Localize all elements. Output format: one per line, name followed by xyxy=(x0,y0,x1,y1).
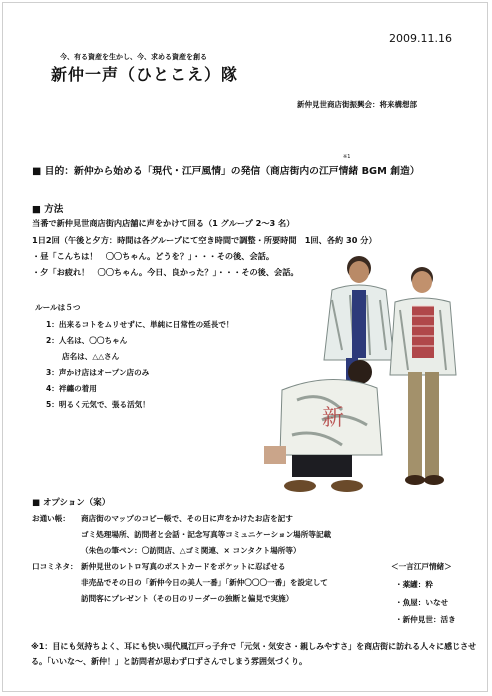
svg-text:新: 新 xyxy=(322,406,345,431)
method-line: ・夕「お疲れ！ 〇〇ちゃん。今日、良かった？」・・・その後、会話。 xyxy=(32,267,299,277)
rule-item: 3：声かけ店はオープン店のみ xyxy=(46,368,150,377)
standing-man-right xyxy=(390,267,456,485)
document-date: 2009.11.16 xyxy=(389,32,452,45)
rule-item: 5：明るく元気で、張る活気！ xyxy=(46,400,150,409)
rules-heading: ルールは５つ xyxy=(35,303,81,312)
tagline: 今、有る資産を生かし、今、求める資産を創る xyxy=(60,53,207,61)
edo-info-item: ・薬罐：粋 xyxy=(395,580,433,589)
rule-item: 4：袢纏の着用 xyxy=(46,384,97,393)
kuchikomi-line: 新仲見世のレトロ写真のポストカードをポケットに忍ばせる xyxy=(81,562,286,571)
page-title: 新仲一声（ひとこえ）隊 xyxy=(51,65,239,84)
rule-item: 2：人名は、〇〇ちゃん xyxy=(46,336,128,345)
footnote: ※1：目にも気持ちよく、耳にも快い現代風江戸っ子弁で「元気・気安さ・親しみやすさ」を商店街に訪れる人々に感じさせる。「いいな〜、新仲！」と訪問者が思わず口ずさんでしまう雰囲気づくり。 xyxy=(31,642,477,666)
rule-item: 1：出来るコトをムリせずに、単純に日常性の延長で！ xyxy=(46,320,234,329)
kayoi-line: ゴミ処理場所、訪問者と会話・記念写真等コミュニケーション場所等記載 xyxy=(81,530,332,539)
options-heading: ■ オプション（案） xyxy=(32,498,111,508)
kuchikomi-line: 訪問客にプレゼント（その日のリーダーの独断と偏見で実施） xyxy=(81,594,294,603)
kuchikomi-line: 非売品でその日の「新仲今日の美人一番」「新仲〇〇〇一番」を設定して xyxy=(81,578,328,587)
organization: 新仲見世商店街振興会：将来構想部 xyxy=(297,100,417,109)
edo-info-item: ・新仲見世：活き xyxy=(395,615,456,624)
kayoi-line: 商店街のマップのコピー帳で、その日に声をかけたお店を記す xyxy=(81,514,293,523)
edo-info-heading: ＜一言江戸情緒＞ xyxy=(391,562,452,571)
rule-item: 店名は、△△さん xyxy=(62,352,120,361)
method-line: 当番で新仲見世商店街内店舗に声をかけて回る（1 グループ 2〜3 名） xyxy=(32,218,295,228)
purpose-heading: ■ 目的：新仲から始める「現代・江戸風情」の発信（商店街内の江戸情緒 BGM 創造） xyxy=(32,166,420,177)
kayoi-line: （朱色の筆ペン：〇訪問店、△ゴミ関連、× コンタクト場所等） xyxy=(81,546,301,555)
note-mark: ※1 xyxy=(343,154,351,160)
group-photo xyxy=(262,250,467,498)
kayoi-label: お通い帳： xyxy=(32,514,70,523)
kuchikomi-label: 口コミネタ： xyxy=(32,562,78,571)
crouching-man xyxy=(264,360,382,492)
edo-info-item: ・魚屋：いなせ xyxy=(395,598,449,607)
method-heading: ■ 方法 xyxy=(32,204,64,215)
method-line: 1日2回（午後と夕方：時間は各グループにて空き時間で調整・所要時間 1回、各約 30 分） xyxy=(32,235,377,245)
method-line: ・昼「こんちは！ 〇〇ちゃん。どうを？」・・・その後、会話。 xyxy=(32,251,275,261)
